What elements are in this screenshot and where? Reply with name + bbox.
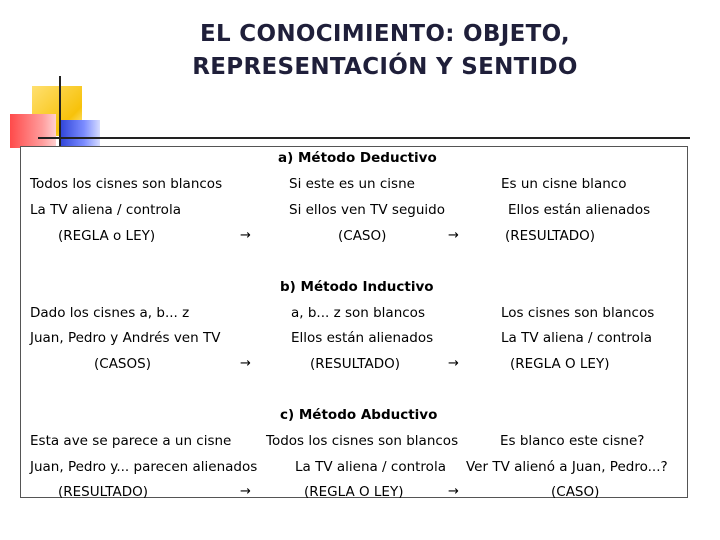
title-line-1: EL CONOCIMIENTO: OBJETO,: [200, 21, 570, 47]
section-a-heading: a) Método Deductivo: [278, 150, 437, 166]
section-c-result-1: Esta ave se parece a un cisne: [30, 433, 232, 449]
section-a-label-rule: (REGLA o LEY): [58, 228, 156, 244]
section-b-arrow-1: →: [240, 356, 251, 371]
section-b-arrow-2: →: [448, 356, 459, 371]
section-b-cases-1: Dado los cisnes a, b... z: [30, 305, 190, 321]
section-a-arrow-2: →: [448, 228, 459, 243]
section-b-result-2: Ellos están alienados: [291, 330, 434, 346]
section-a-case-2: Si ellos ven TV seguido: [289, 202, 445, 218]
section-b-heading: b) Método Inductivo: [280, 279, 434, 295]
title-line-2: REPRESENTACIÓN Y SENTIDO: [192, 54, 578, 80]
section-a-rule-1: Todos los cisnes son blancos: [30, 176, 223, 192]
section-c-rule-2: La TV aliena / controla: [295, 459, 446, 475]
section-a-result-1: Es un cisne blanco: [501, 176, 627, 192]
methods-panel: [20, 146, 688, 498]
section-c-case-1: Es blanco este cisne?: [500, 433, 645, 449]
section-c-heading: c) Método Abductivo: [280, 407, 438, 423]
section-b-cases-2: Juan, Pedro y Andrés ven TV: [30, 330, 221, 346]
section-a-result-2: Ellos están alienados: [508, 202, 651, 218]
section-c-result-2: Juan, Pedro y... parecen alienados: [30, 459, 258, 475]
section-c-arrow-2: →: [448, 484, 459, 499]
section-c-label-case: (CASO): [551, 484, 600, 500]
section-b-label-result: (RESULTADO): [310, 356, 401, 372]
section-c-label-rule: (REGLA O LEY): [304, 484, 404, 500]
section-a-label-case: (CASO): [338, 228, 387, 244]
section-c-label-result: (RESULTADO): [58, 484, 149, 500]
title-underline: [38, 137, 690, 139]
section-a-label-result: (RESULTADO): [505, 228, 596, 244]
section-b-label-cases: (CASOS): [94, 356, 151, 372]
section-b-rule-1: Los cisnes son blancos: [501, 305, 655, 321]
section-a-rule-2: La TV aliena / controla: [30, 202, 181, 218]
section-c-rule-1: Todos los cisnes son blancos: [266, 433, 459, 449]
section-b-label-rule: (REGLA O LEY): [510, 356, 610, 372]
section-b-result-1: a, b... z son blancos: [291, 305, 425, 321]
section-a-arrow-1: →: [240, 228, 251, 243]
logo-red-square: [10, 114, 56, 148]
section-c-case-2: Ver TV alienó a Juan, Pedro...?: [466, 459, 668, 475]
slide-title: [150, 18, 620, 84]
section-b-rule-2: La TV aliena / controla: [501, 330, 652, 346]
section-a-case-1: Si este es un cisne: [289, 176, 415, 192]
section-c-arrow-1: →: [240, 484, 251, 499]
